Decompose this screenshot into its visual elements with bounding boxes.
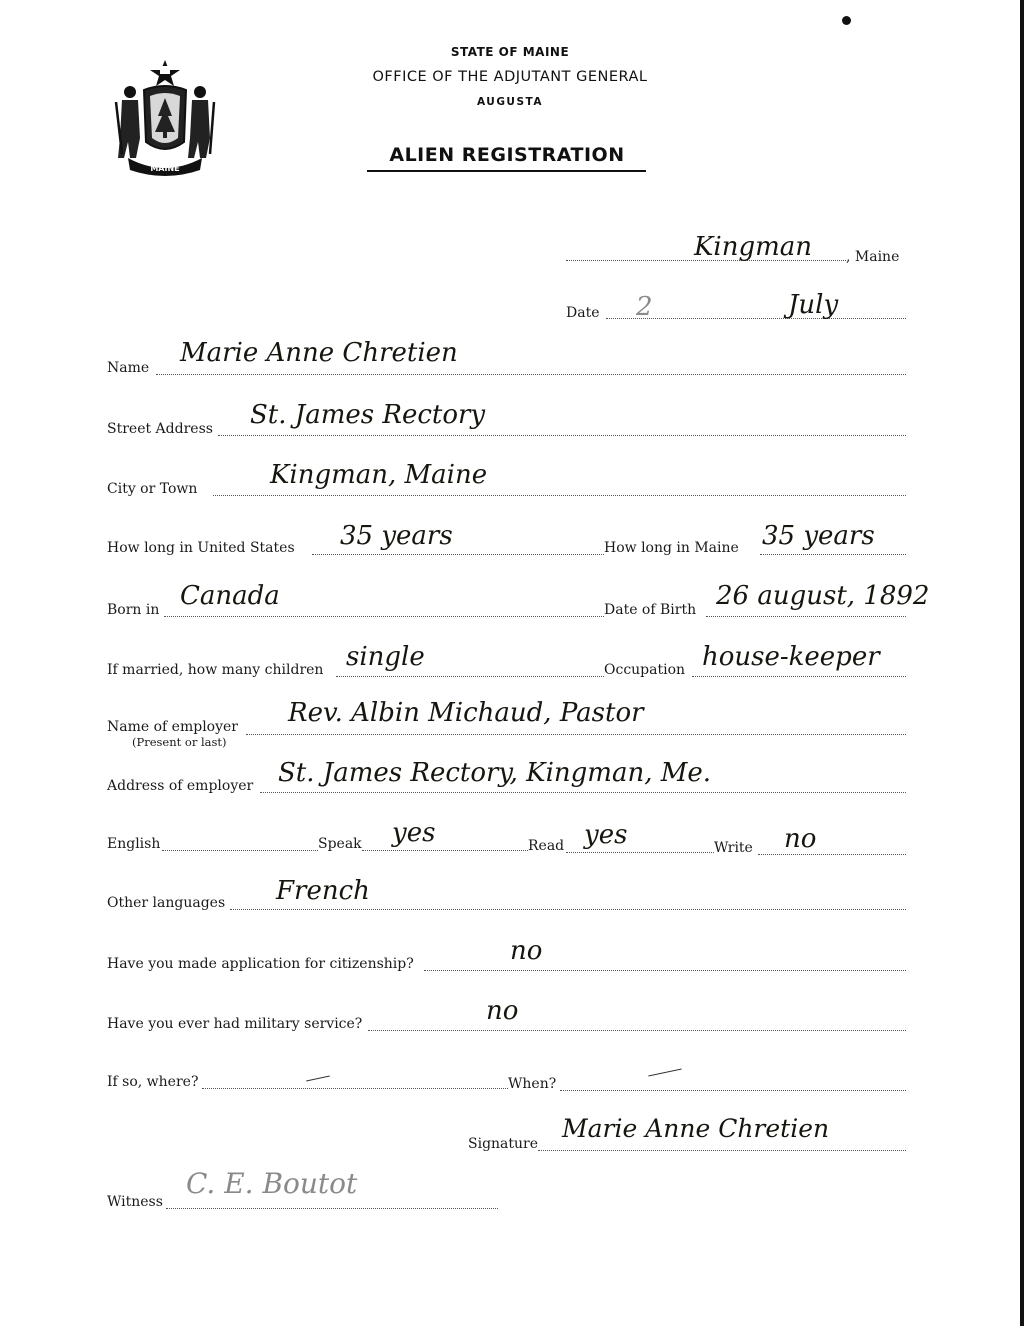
occupation-line xyxy=(692,676,906,677)
signature-value: Marie Anne Chretien xyxy=(562,1114,830,1143)
title-underline xyxy=(367,170,646,172)
how-long-maine-label: How long in Maine xyxy=(604,540,739,556)
where-dash xyxy=(306,1076,330,1082)
name-line xyxy=(156,374,906,375)
date-value-faint: 2 xyxy=(636,292,653,322)
speak-label: Speak xyxy=(318,836,362,852)
page-edge xyxy=(1020,0,1024,1326)
other-languages-label: Other languages xyxy=(107,895,226,911)
date-of-birth-line xyxy=(706,616,906,617)
when-line xyxy=(560,1090,906,1091)
read-label: Read xyxy=(528,838,565,854)
svg-text:MAINE: MAINE xyxy=(150,164,180,173)
maine-label: , Maine xyxy=(846,249,900,265)
ink-spot xyxy=(842,16,851,25)
witness-line xyxy=(166,1208,498,1209)
born-in-value: Canada xyxy=(180,581,280,611)
employer-address-label: Address of employer xyxy=(107,778,254,794)
read-line xyxy=(566,852,714,853)
signature-line xyxy=(538,1150,906,1151)
when-dash xyxy=(648,1068,681,1076)
street-line xyxy=(218,435,906,436)
city-line xyxy=(213,495,906,496)
header-office: OFFICE OF THE ADJUTANT GENERAL xyxy=(372,69,648,85)
write-label: Write xyxy=(714,840,753,856)
if-so-line xyxy=(202,1088,508,1089)
witness-label: Witness xyxy=(107,1194,163,1210)
employer-address-line xyxy=(260,792,906,793)
employer-line xyxy=(246,734,906,735)
street-value: St. James Rectory xyxy=(250,400,486,430)
occupation-value: house-keeper xyxy=(702,642,880,672)
how-long-us-line xyxy=(312,554,604,555)
how-long-us-label: How long in United States xyxy=(107,540,295,556)
employer-address-value: St. James Rectory, Kingman, Me. xyxy=(278,758,712,788)
children-label: If married, how many children xyxy=(107,662,324,678)
military-value: no xyxy=(486,996,519,1026)
if-so-label: If so, where? xyxy=(107,1074,199,1090)
speak-value: yes xyxy=(392,818,436,848)
write-value: no xyxy=(784,824,817,854)
header-city: AUGUSTA xyxy=(476,96,543,108)
english-label: English xyxy=(107,836,161,852)
town-value: Kingman xyxy=(694,232,813,262)
date-month-value: July xyxy=(788,290,839,320)
how-long-maine-value: 35 years xyxy=(762,521,875,551)
how-long-maine-line xyxy=(760,554,906,555)
born-in-label: Born in xyxy=(107,602,160,618)
name-label: Name xyxy=(107,360,150,376)
signature-label: Signature xyxy=(468,1136,539,1152)
how-long-us-value: 35 years xyxy=(340,521,453,551)
citizenship-line xyxy=(424,970,906,971)
children-line xyxy=(336,676,604,677)
born-in-line xyxy=(164,616,604,617)
witness-value: C. E. Boutot xyxy=(186,1167,358,1200)
date-of-birth-value: 26 august, 1892 xyxy=(716,581,930,611)
city-value: Kingman, Maine xyxy=(270,460,488,490)
header-state: STATE OF MAINE xyxy=(450,45,570,59)
citizenship-value: no xyxy=(510,936,543,966)
citizenship-label: Have you made application for citizenship? xyxy=(107,956,414,972)
other-languages-line xyxy=(230,909,906,910)
date-label: Date xyxy=(566,305,600,321)
speak-line xyxy=(362,850,528,851)
name-value: Marie Anne Chretien xyxy=(180,338,458,368)
street-label: Street Address xyxy=(107,421,213,437)
employer-note: (Present or last) xyxy=(132,735,227,749)
state-seal-icon xyxy=(110,58,220,176)
city-label: City or Town xyxy=(107,481,198,497)
write-line xyxy=(758,854,906,855)
military-label: Have you ever had military service? xyxy=(107,1016,363,1032)
employer-label: Name of employer xyxy=(107,719,238,735)
read-value: yes xyxy=(584,820,628,850)
english-line xyxy=(162,850,318,851)
other-languages-value: French xyxy=(276,876,370,906)
when-label: When? xyxy=(508,1076,557,1092)
employer-value: Rev. Albin Michaud, Pastor xyxy=(288,698,644,728)
children-value: single xyxy=(346,642,425,672)
occupation-label: Occupation xyxy=(604,662,686,678)
date-of-birth-label: Date of Birth xyxy=(604,602,697,618)
military-line xyxy=(368,1030,906,1031)
form-title: ALIEN REGISTRATION xyxy=(389,144,625,166)
